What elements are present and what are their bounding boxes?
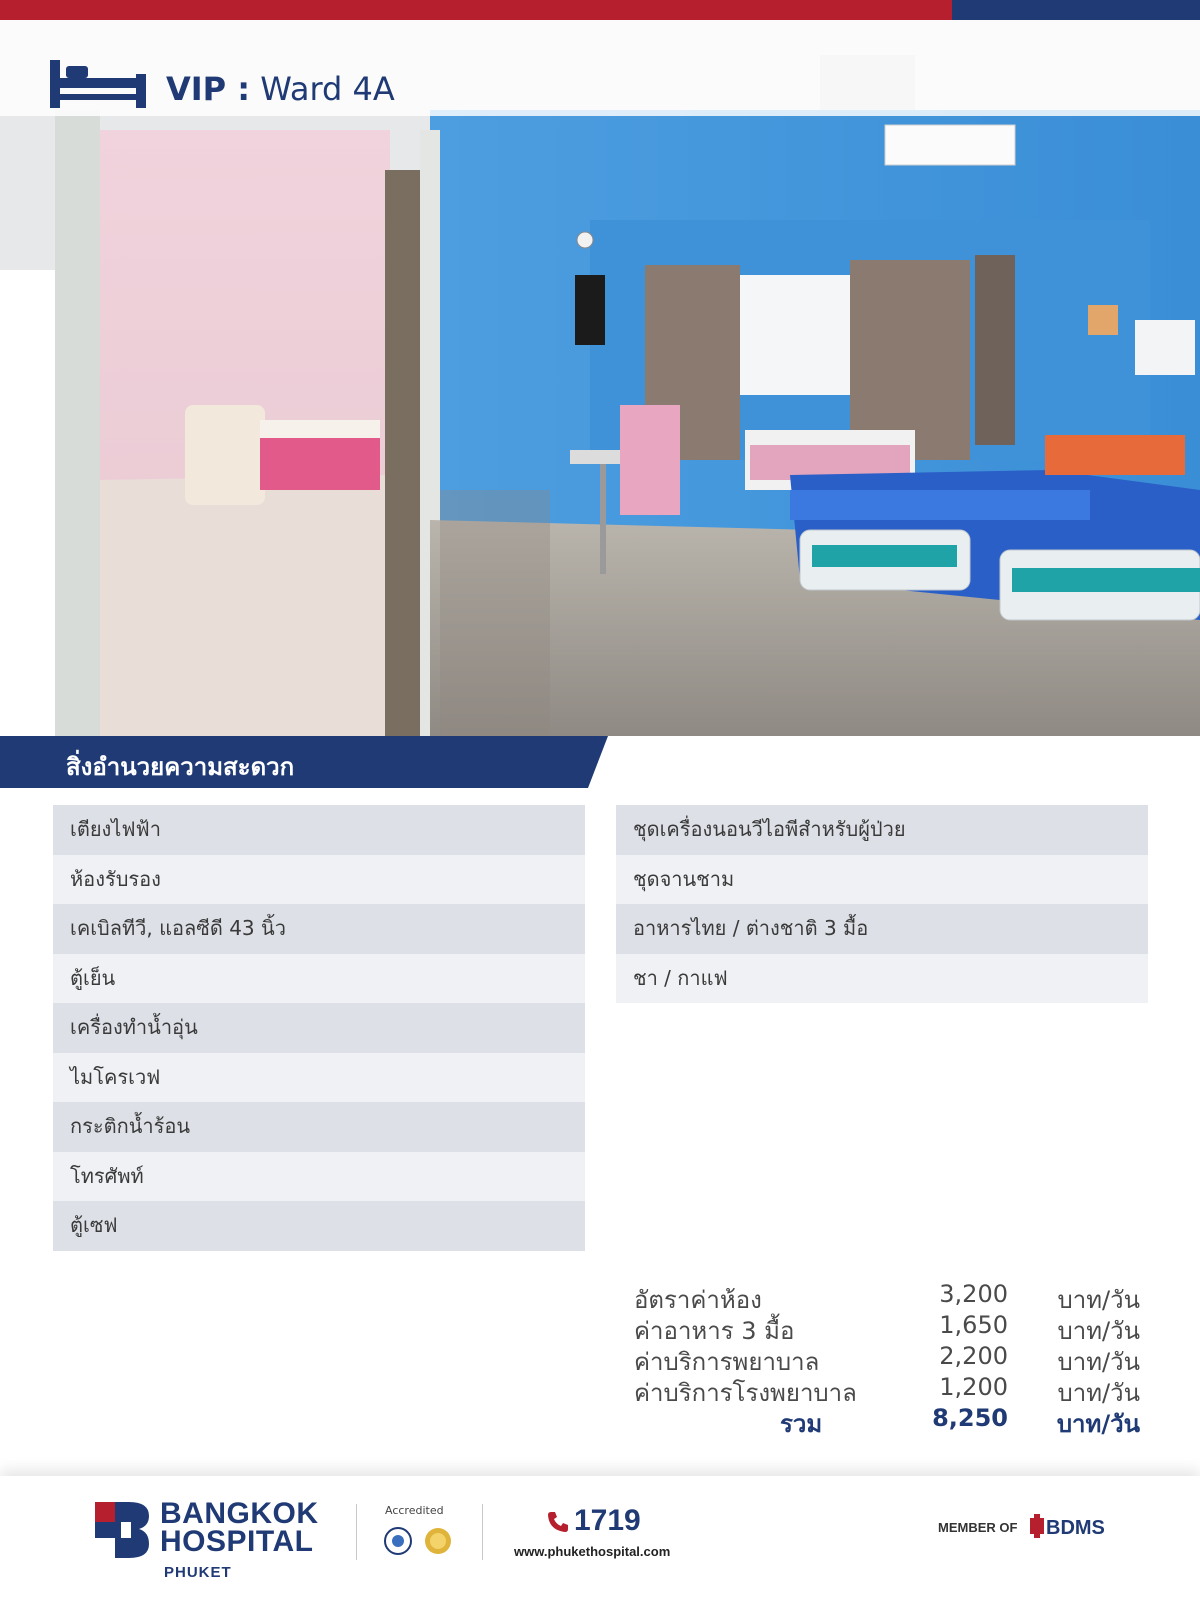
footer	[0, 1476, 1200, 1600]
price-total-row	[634, 1404, 1144, 1438]
price-value: 3,200	[939, 1280, 1008, 1308]
top-color-bar	[0, 0, 1200, 20]
price-row	[634, 1311, 1144, 1345]
title-band	[0, 20, 1200, 116]
page-title	[166, 70, 395, 108]
price-value: 2,200	[939, 1342, 1008, 1370]
title-ward: Ward 4A	[260, 70, 395, 108]
price-label: อัตราค่าห้อง	[634, 1286, 762, 1314]
footer-divider	[356, 1504, 357, 1560]
price-unit: บาท/วัน	[1057, 1317, 1140, 1345]
list-item: เตียงไฟฟ้า	[53, 805, 585, 855]
price-unit: บาท/วัน	[1057, 1286, 1140, 1314]
bdms-wordmark: BDMS	[1046, 1517, 1105, 1539]
section-title: สิ่งอำนวยความสะดวก	[66, 753, 295, 781]
list-item: ตู้เซฟ	[53, 1201, 585, 1251]
price-value: 1,200	[939, 1373, 1008, 1401]
price-label: ค่าอาหาร 3 มื้อ	[634, 1317, 795, 1345]
list-item: ชุดจานชาม	[616, 855, 1148, 905]
total-value: 8,250	[932, 1404, 1008, 1432]
website-link[interactable]: www.phukethospital.com	[514, 1544, 671, 1559]
logo-location: PHUKET	[164, 1564, 232, 1581]
price-label: ค่าบริการโรงพยาบาล	[634, 1379, 857, 1407]
title-vip: VIP :	[166, 70, 251, 108]
list-item: ตู้เย็น	[53, 954, 585, 1004]
list-item: กระติกน้ำร้อน	[53, 1102, 585, 1152]
total-unit: บาท/วัน	[1056, 1410, 1140, 1438]
amenities-list-right	[616, 805, 1148, 1003]
accredited-label: Accredited	[385, 1504, 444, 1517]
list-item: ชุดเครื่องนอนวีไอพีสำหรับผู้ป่วย	[616, 805, 1148, 855]
bed-icon	[48, 58, 148, 110]
accreditation-badges-icon	[384, 1524, 456, 1558]
price-value: 1,650	[939, 1311, 1008, 1339]
price-unit: บาท/วัน	[1057, 1348, 1140, 1376]
member-of-label: MEMBER OF	[938, 1520, 1018, 1535]
amenities-list-left	[53, 805, 585, 1251]
section-tab-amenities	[0, 736, 608, 788]
list-item: อาหารไทย / ต่างชาติ 3 มื้อ	[616, 904, 1148, 954]
list-item: โทรศัพท์	[53, 1152, 585, 1202]
phone-icon	[546, 1510, 570, 1534]
list-item: เคเบิลทีวี, แอลซีดี 43 นิ้ว	[53, 904, 585, 954]
top-bar-red	[0, 0, 952, 20]
price-row	[634, 1280, 1144, 1314]
logo-line-2: HOSPITAL	[160, 1525, 314, 1558]
room-photo-illustration	[0, 20, 1200, 736]
bdms-logo	[1030, 1512, 1110, 1540]
room-photo	[0, 20, 1200, 736]
top-bar-navy	[952, 0, 1200, 20]
total-label: รวม	[780, 1410, 823, 1438]
price-label: ค่าบริการพยาบาล	[634, 1348, 820, 1376]
footer-divider	[482, 1504, 483, 1560]
price-row	[634, 1373, 1144, 1407]
hotline-number: 1719	[574, 1504, 641, 1537]
list-item: ห้องรับรอง	[53, 855, 585, 905]
logo-line-1: BANGKOK	[160, 1497, 319, 1530]
logo-wordmark	[160, 1497, 319, 1558]
price-row	[634, 1342, 1144, 1376]
list-item: ชา / กาแฟ	[616, 954, 1148, 1004]
list-item: เครื่องทำน้ำอุ่น	[53, 1003, 585, 1053]
list-item: ไมโครเวฟ	[53, 1053, 585, 1103]
price-table	[634, 1280, 1144, 1438]
price-unit: บาท/วัน	[1057, 1379, 1140, 1407]
bangkok-hospital-logo-icon	[95, 1502, 149, 1558]
